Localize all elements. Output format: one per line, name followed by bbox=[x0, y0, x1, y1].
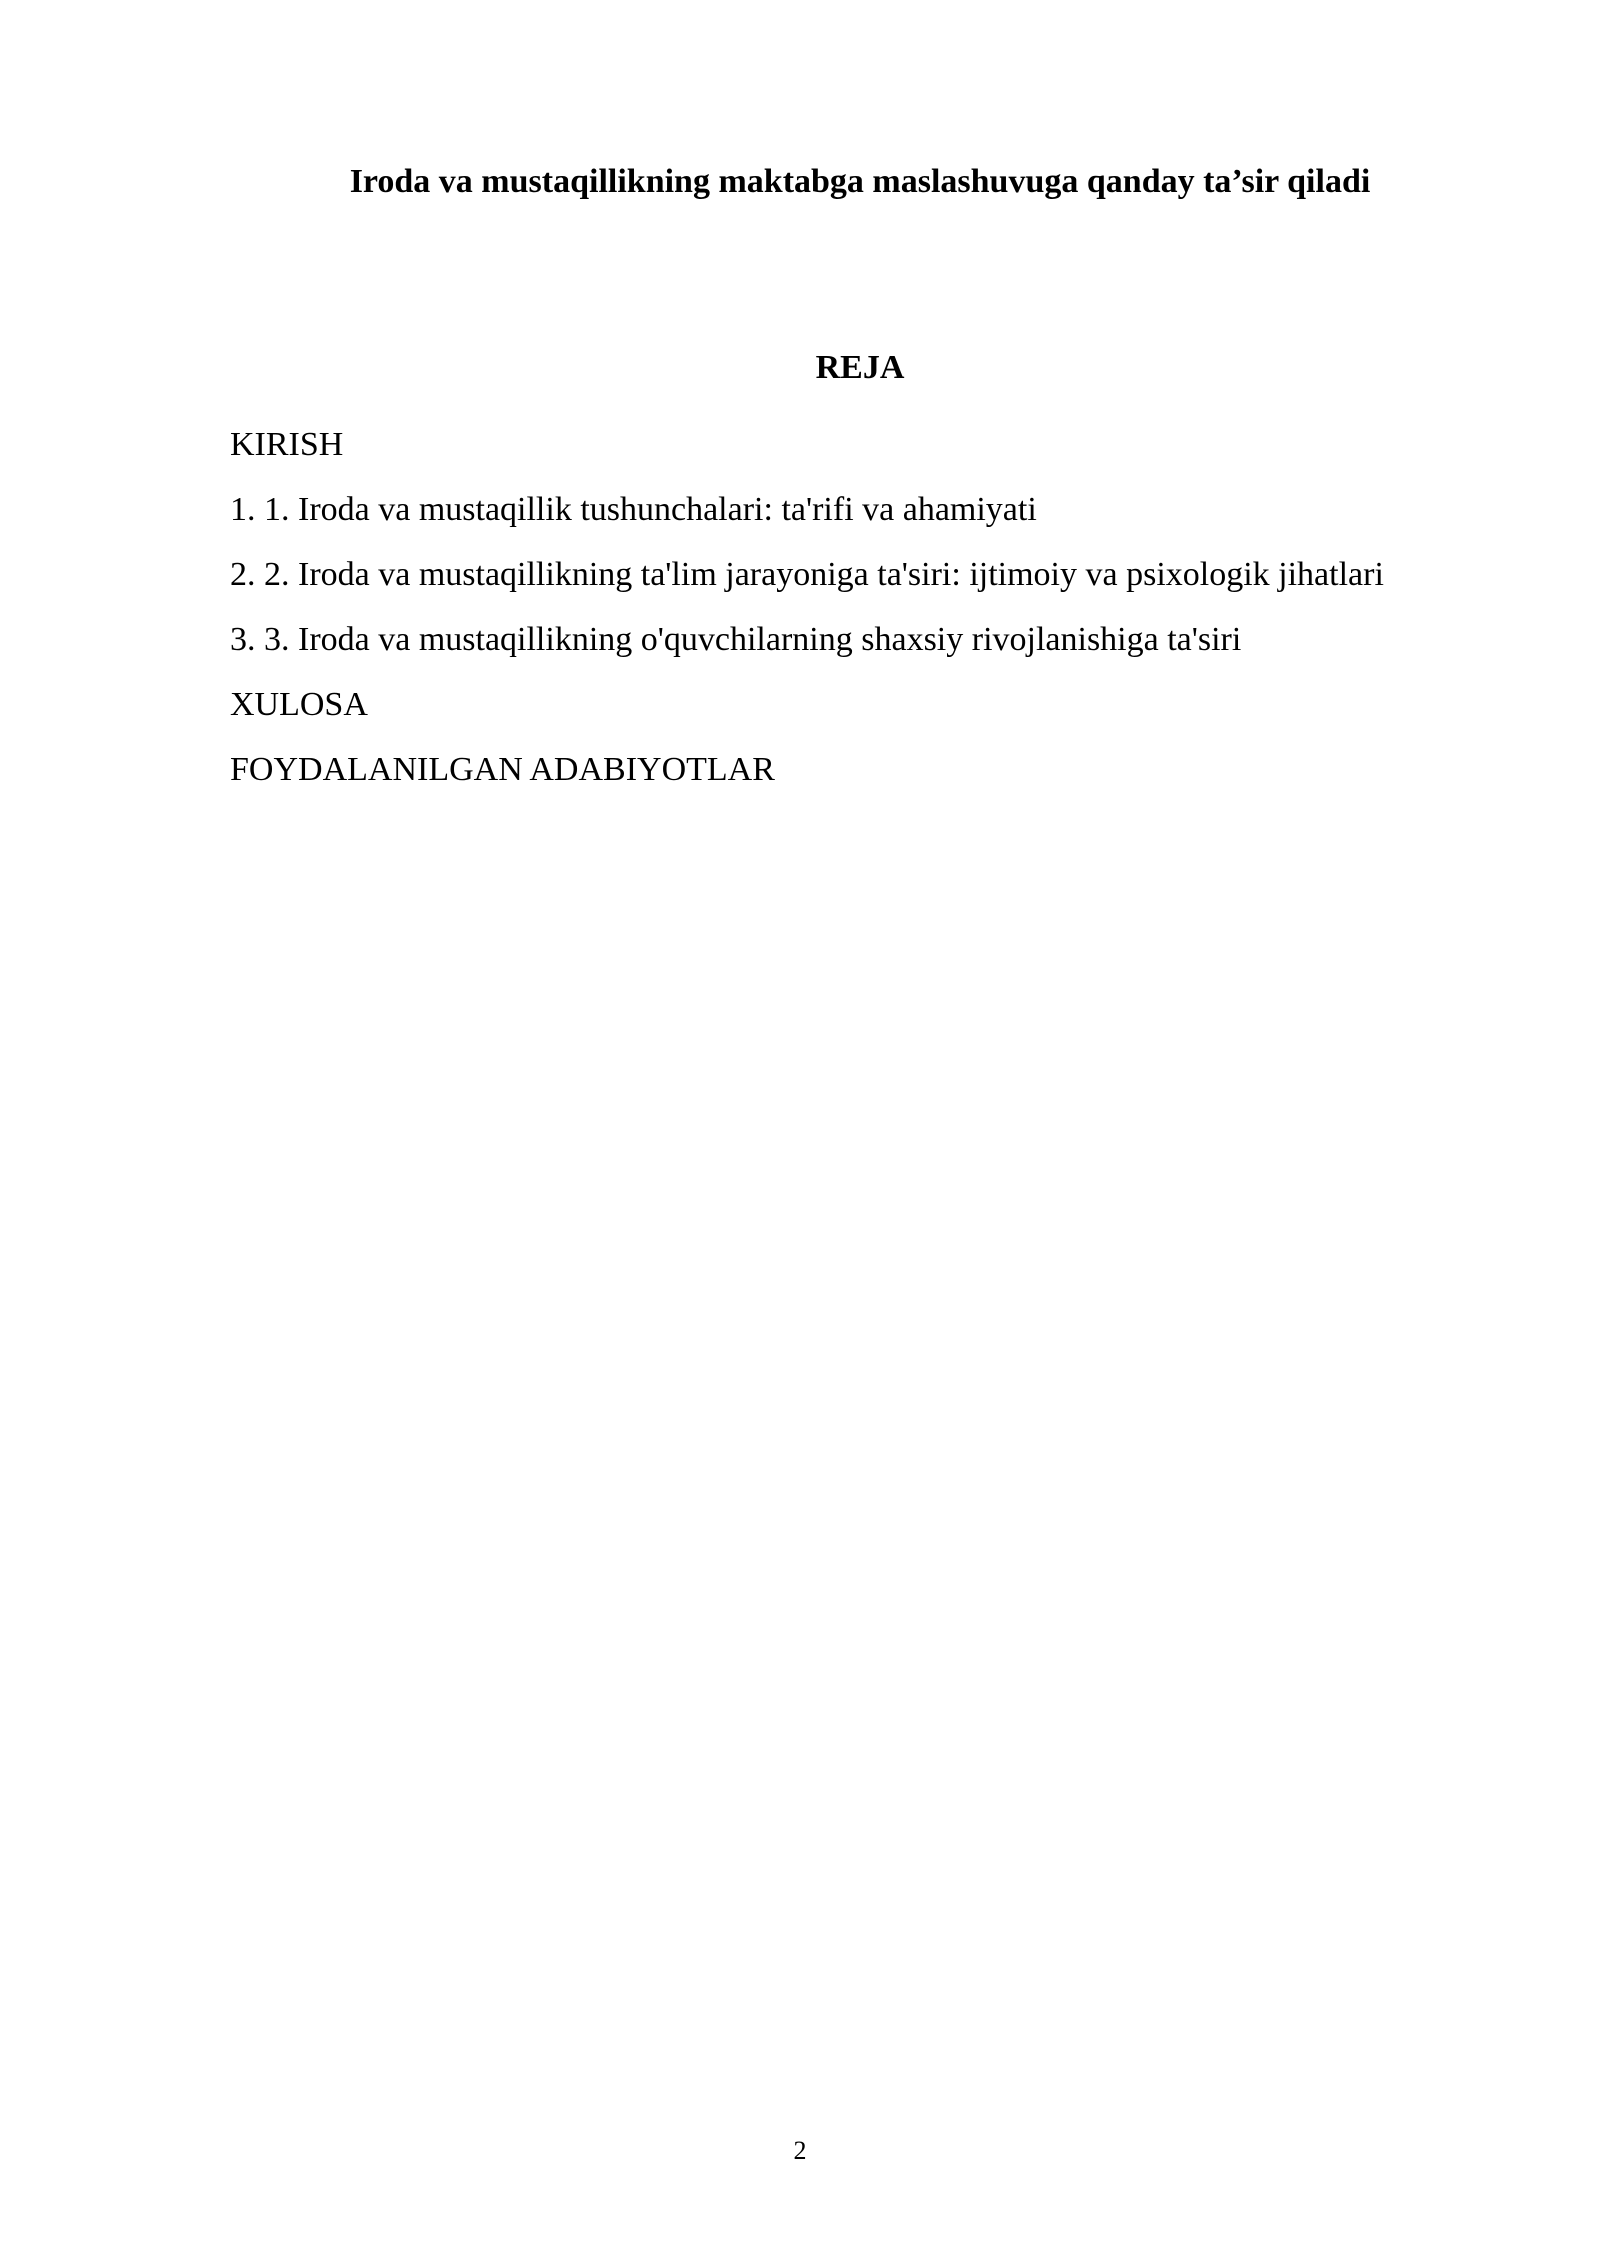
plan-heading: REJA bbox=[815, 349, 905, 386]
plan-item-2: 2. 2. Iroda va mustaqillikning ta'lim jarayoniga ta'siri: ijtimoiy va psixologik jihatlari bbox=[230, 556, 1384, 593]
plan-list bbox=[230, 417, 1430, 807]
page-number: 2 bbox=[793, 2136, 807, 2165]
document-title: Iroda va mustaqillikning maktabga maslashuvuga qanday ta’sir qiladi bbox=[349, 163, 1371, 200]
plan-item-1: 1. 1. Iroda va mustaqillik tushunchalari: ta'rifi va ahamiyati bbox=[230, 491, 1037, 528]
plan-item-introduction: KIRISH bbox=[230, 426, 344, 463]
plan-item-3: 3. 3. Iroda va mustaqillikning o'quvchilarning shaxsiy rivojlanishiga ta'siri bbox=[230, 621, 1242, 658]
plan-item-conclusion: XULOSA bbox=[230, 686, 368, 723]
plan-item-references: FOYDALANILGAN ADABIYOTLAR bbox=[230, 751, 775, 788]
